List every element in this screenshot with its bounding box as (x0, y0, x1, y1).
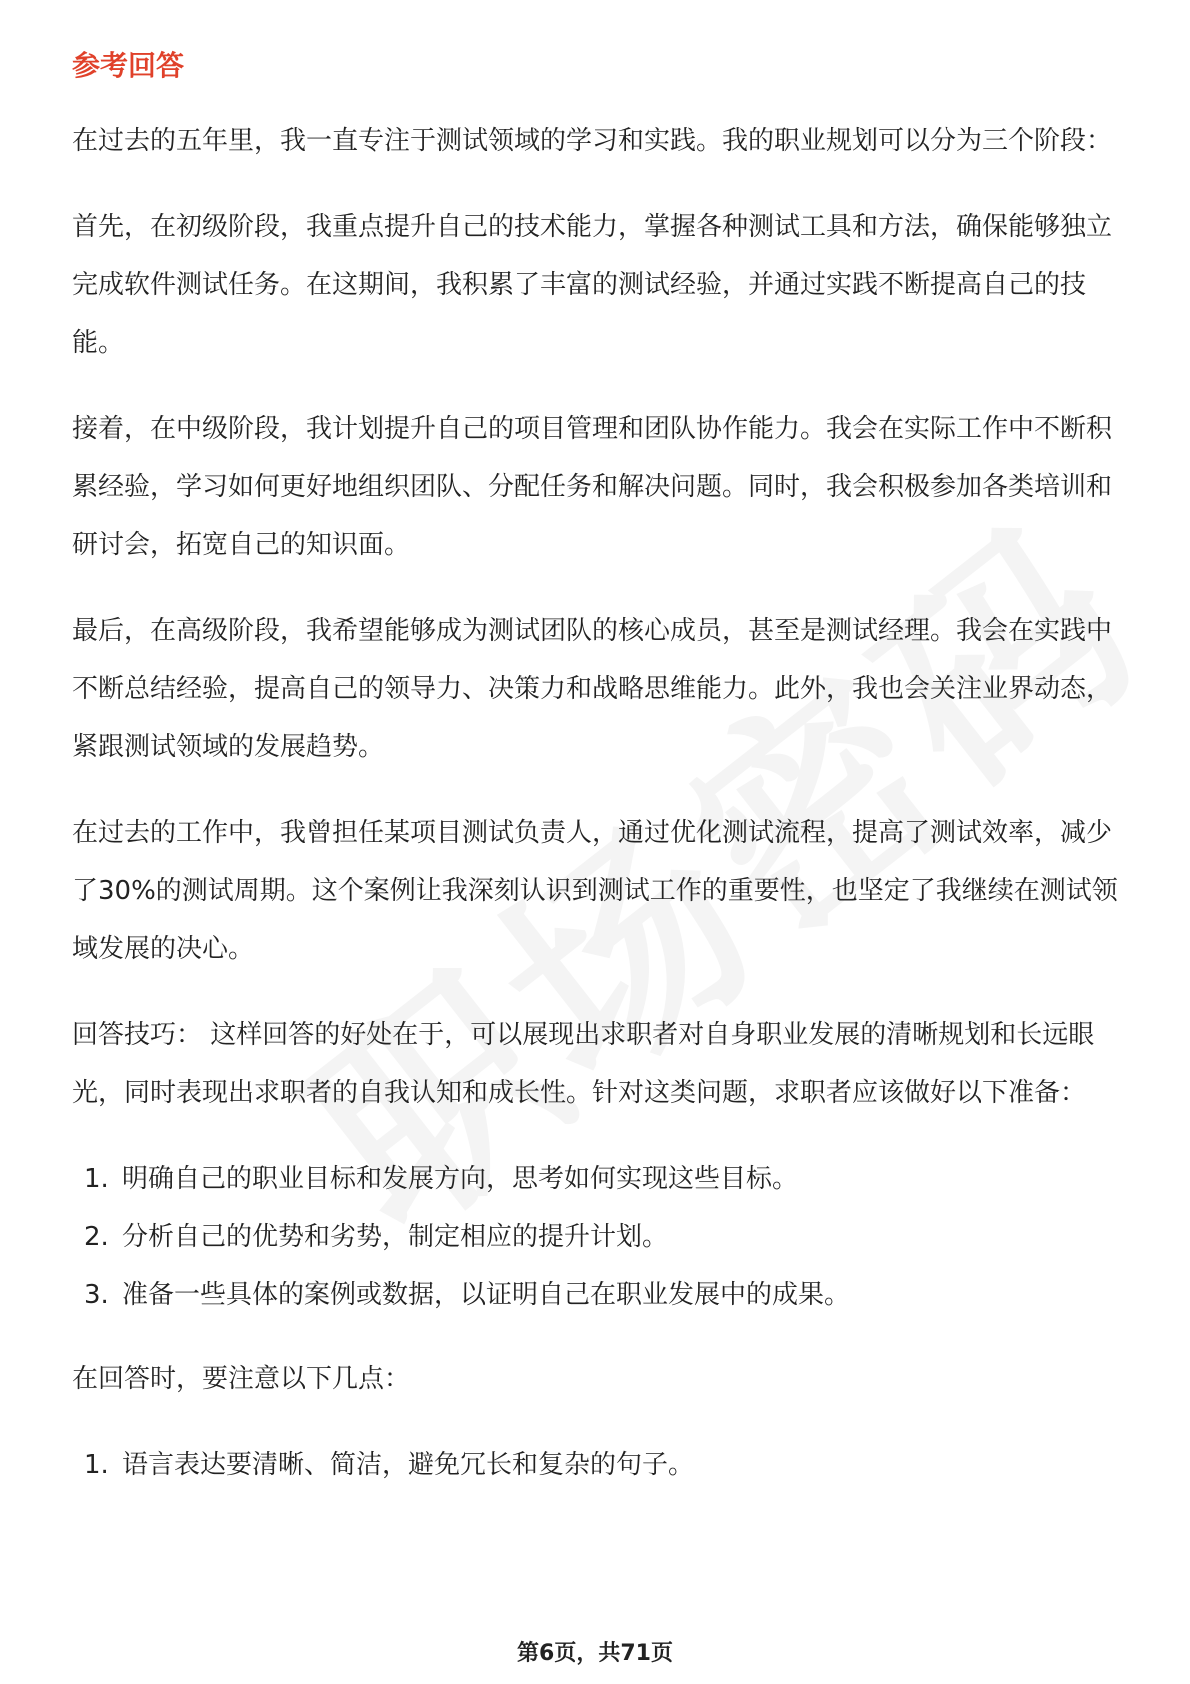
stage-one-paragraph: 首先，在初级阶段，我重点提升自己的技术能力，掌握各种测试工具和方法，确保能够独立完成软件测试任务。在这期间，我积累了丰富的测试经验，并通过实践不断提高自己的技能。 (72, 212, 1113, 358)
list-item-number: 2. (84, 1222, 109, 1252)
list-item (72, 1266, 1124, 1324)
stage-two-paragraph: 接着，在中级阶段，我计划提升自己的项目管理和团队协作能力。我会在实际工作中不断积累经验，学习如何更好地组织团队、分配任务和解决问题。同时，我会积极参加各类培训和研讨会，拓宽自己的知识面。 (72, 414, 1113, 560)
list-item-number: 1. (84, 1450, 109, 1480)
answer-content (72, 112, 1124, 1520)
list-item (72, 1150, 1124, 1208)
list-item-text: 语言表达要清晰、简洁，避免冗长和复杂的句子。 (122, 1450, 695, 1480)
notes-intro-paragraph: 在回答时，要注意以下几点： (72, 1364, 411, 1394)
stage-three-paragraph: 最后，在高级阶段，我希望能够成为测试团队的核心成员，甚至是测试经理。我会在实践中不断总结经验，提高自己的领导力、决策力和战略思维能力。此外，我也会关注业界动态，紧跟测试领域的发展趋势。 (72, 616, 1113, 762)
intro-paragraph: 在过去的五年里，我一直专注于测试领域的学习和实践。我的职业规划可以分为三个阶段： (72, 126, 1113, 156)
list-item-number: 3. (84, 1280, 109, 1310)
list-item (72, 1208, 1124, 1266)
section-heading: 参考回答 (72, 49, 185, 82)
list-item (72, 1436, 1124, 1494)
list-item-number: 1. (84, 1164, 109, 1194)
list-item-text: 准备一些具体的案例或数据，以证明自己在职业发展中的成果。 (122, 1280, 851, 1310)
preparation-list (72, 1150, 1124, 1324)
list-item-text: 明确自己的职业目标和发展方向，思考如何实现这些目标。 (122, 1164, 799, 1194)
case-paragraph: 在过去的工作中，我曾担任某项目测试负责人，通过优化测试流程，提高了测试效率，减少了30%的测试周期。这个案例让我深刻认识到测试工作的重要性，也坚定了我继续在测试领域发展的决心。 (72, 818, 1118, 964)
notes-list (72, 1436, 1124, 1494)
tips-paragraph: 回答技巧： 这样回答的好处在于，可以展现出求职者对自身职业发展的清晰规划和长远眼光，同时表现出求职者的自我认知和成长性。针对这类问题，求职者应该做好以下准备： (72, 1020, 1095, 1108)
list-item-text: 分析自己的优势和劣势，制定相应的提升计划。 (122, 1222, 669, 1252)
page-number-footer: 第6页，共71页 (517, 1641, 673, 1666)
